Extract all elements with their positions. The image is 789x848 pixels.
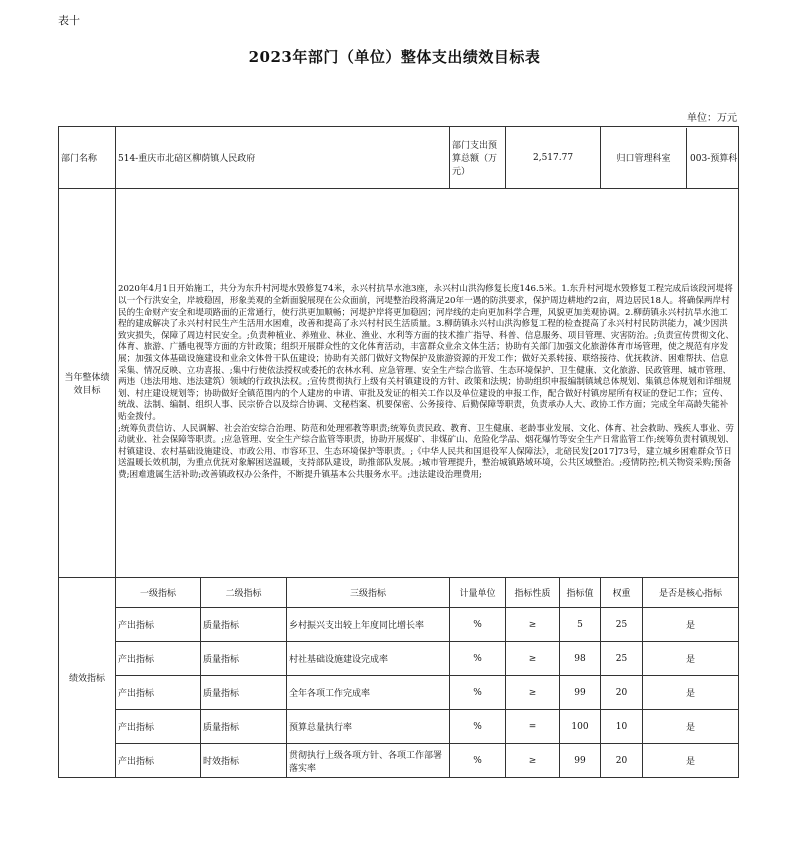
goal-row bbox=[59, 189, 739, 578]
level3-cell: 预算总量执行率 bbox=[287, 710, 450, 744]
col-core: 是否是核心指标 bbox=[643, 578, 739, 608]
col-unit: 计量单位 bbox=[450, 578, 506, 608]
page-title: 2023年部门（单位）整体支出绩效目标表 bbox=[248, 48, 541, 66]
core-cell: 是 bbox=[643, 744, 739, 778]
weight-cell: 20 bbox=[601, 676, 643, 710]
level1-cell: 产出指标 bbox=[116, 608, 201, 642]
level2-cell: 质量指标 bbox=[201, 608, 287, 642]
table-row bbox=[59, 744, 739, 778]
col-value: 指标值 bbox=[560, 578, 601, 608]
unit-cell: % bbox=[450, 744, 506, 778]
weight-cell: 20 bbox=[601, 744, 643, 778]
level1-cell: 产出指标 bbox=[116, 676, 201, 710]
nature-cell: ≥ bbox=[506, 608, 560, 642]
table-row bbox=[59, 608, 739, 642]
weight-cell: 25 bbox=[601, 608, 643, 642]
goal-paragraph-1: 2020年4月1日开始施工，共分为东升村河堤水毁修复74米，永兴村抗旱水池3座，永兴村山洪沟修复长度146.5米。1.东升村河堤水毁修复工程完成后该段河堤将以一个行洪安全，岸坡稳固，形象美观的全新面貌展现在公众面前，河堤整治段将满足20年一遇的防洪要求，保护周边耕地约2亩，周边居民18人。将确保两岸村民的生命财产安全和堤项路面的正常通行，使行洪更加顺畅；河堤护岸将更加稳固；河岸线的走向更加科学合理，风貌更加美观协调。2.柳荫镇永兴村抗旱水池工程的建成解决了永兴村村民生产生活用水困难，改善和提高了永兴村村民生活质量。3.柳荫镇永兴村山洪沟修复工程的检查提高了永兴村村民防洪能力，减少因洪致灾损失，保障了周边村民安全。;负责种植业、养殖业、林业、渔业、水利等方面的技术推广指导、科普、信息服务、项目管理、灾害防治。;负责宣传贯彻文化、体育、旅游、广播电视等方面的方针政策；组织开展群众性的文化体育活动，丰富群众业余文体生活；协助有关部门加强文化旅游体育市场管理，使之规范有序发展；加强文体基础设施建设和业余文体骨干队伍建设；协助有关部门做好文物保护及旅游资源的开发工作；做好关系转接、联络接待、优抚救济、困难帮扶、信息采集、情况反映、立功喜报、;集中行使依法授权或委托的农林水利、应急管理、安全生产综合监管、生态环境保护、卫生健康、文化旅游、民政管理、城市管理、两违（违法用地、违法建筑）领域的行政执法权。;宣传贯彻执行上级有关村镇建设的方针、政策和法规；协助组织申报编制镇域总体规划、集镇总体规划和详细规划、村庄建设规划等；协助做好全镇范围内的个人建房的申请、审批及发证的相关工作以及单位建设的申报工作，配合做好村镇房屋所有权证的登记工作；宣传、统战、法制、编制、组织人事、民宗侨合以及综合协调、文秘档案、机要保密、公务接待、后勤保障等职责，负责承办人大、政协工作方面；完成全年高龄失能补贴金拨付。 bbox=[118, 284, 734, 422]
unit-cell: % bbox=[450, 710, 506, 744]
value-cell: 98 bbox=[560, 642, 601, 676]
level1-cell: 产出指标 bbox=[116, 642, 201, 676]
col-weight: 权重 bbox=[601, 578, 643, 608]
weight-cell: 25 bbox=[601, 642, 643, 676]
value-cell: 99 bbox=[560, 744, 601, 778]
nature-cell: ≥ bbox=[506, 642, 560, 676]
nature-cell: = bbox=[506, 710, 560, 744]
unit-cell: % bbox=[450, 676, 506, 710]
dept-name-value: 514-重庆市北碚区柳荫镇人民政府 bbox=[116, 127, 450, 189]
value-cell: 5 bbox=[560, 608, 601, 642]
perf-label: 绩效指标 bbox=[59, 578, 116, 778]
mgmt-office-label: 归口管理科室 bbox=[601, 128, 687, 188]
table-number-tag: 表十 bbox=[58, 14, 80, 27]
value-cell: 99 bbox=[560, 676, 601, 710]
table-row bbox=[59, 676, 739, 710]
value-cell: 100 bbox=[560, 710, 601, 744]
goal-text bbox=[116, 189, 739, 578]
level2-cell: 质量指标 bbox=[201, 676, 287, 710]
level2-cell: 质量指标 bbox=[201, 710, 287, 744]
budget-total-label: 部门支出预算总额（万元） bbox=[450, 127, 506, 189]
mgmt-office-value: 003-预算科 bbox=[690, 154, 738, 164]
level1-cell: 产出指标 bbox=[116, 710, 201, 744]
budget-total-value: 2,517.77 bbox=[506, 127, 601, 189]
unit-cell: % bbox=[450, 608, 506, 642]
indicator-header-row bbox=[59, 578, 739, 608]
col-level1: 一级指标 bbox=[116, 578, 201, 608]
nature-cell: ≥ bbox=[506, 676, 560, 710]
level3-cell: 全年各项工作完成率 bbox=[287, 676, 450, 710]
level3-cell: 村社基础设施建设完成率 bbox=[287, 642, 450, 676]
table-row bbox=[59, 642, 739, 676]
col-level3: 三级指标 bbox=[287, 578, 450, 608]
level1-cell: 产出指标 bbox=[116, 744, 201, 778]
core-cell: 是 bbox=[643, 676, 739, 710]
level2-cell: 质量指标 bbox=[201, 642, 287, 676]
unit-cell: % bbox=[450, 642, 506, 676]
goal-label: 当年整体绩效目标 bbox=[59, 189, 116, 578]
level3-cell: 乡村振兴支出较上年度同比增长率 bbox=[287, 608, 450, 642]
performance-target-table bbox=[58, 126, 739, 778]
header-row bbox=[59, 127, 739, 189]
table-row bbox=[59, 710, 739, 744]
col-level2: 二级指标 bbox=[201, 578, 287, 608]
unit-note: 单位：万元 bbox=[687, 113, 737, 124]
dept-name-label: 部门名称 bbox=[59, 127, 116, 189]
nature-cell: ≥ bbox=[506, 744, 560, 778]
core-cell: 是 bbox=[643, 608, 739, 642]
core-cell: 是 bbox=[643, 710, 739, 744]
level2-cell: 时效指标 bbox=[201, 744, 287, 778]
core-cell: 是 bbox=[643, 642, 739, 676]
col-nature: 指标性质 bbox=[506, 578, 560, 608]
level3-cell: 贯彻执行上级各项方针、各项工作部署落实率 bbox=[287, 744, 450, 778]
weight-cell: 10 bbox=[601, 710, 643, 744]
goal-paragraph-2: ;统筹负责信访、人民调解、社会治安综合治理、防范和处理邪教等职责;统筹负责民政、教育、卫生健康、老龄事业发展、文化、体育、社会救助、残疾人事业、劳动就业、社会保障等职责。;应急管理、安全生产综合监管等职责，协助开展煤矿、非煤矿山、危险化学品、烟花爆竹等安全生产日常监管工作;统筹负责村镇规划、村镇建设、农村基础设施建设、市政公用、市容环卫、生态环境保护等职责。;《中华人民共和国退役军人保障法》，北碚民发[2017]73号，建立城乡困难群众节日送温暖长效机制，为重点优抚对象解困送温暖，支持部队建设，助推部队发展。;城市管理提升，整治城镇路域环境，公共区域整治。;疫情防控;机关物资采购;预备费;困难遗属生活补助;改善镇政权办公条件，不断提升镇基本公共服务水平。;违法建设治理费用; bbox=[118, 423, 734, 480]
